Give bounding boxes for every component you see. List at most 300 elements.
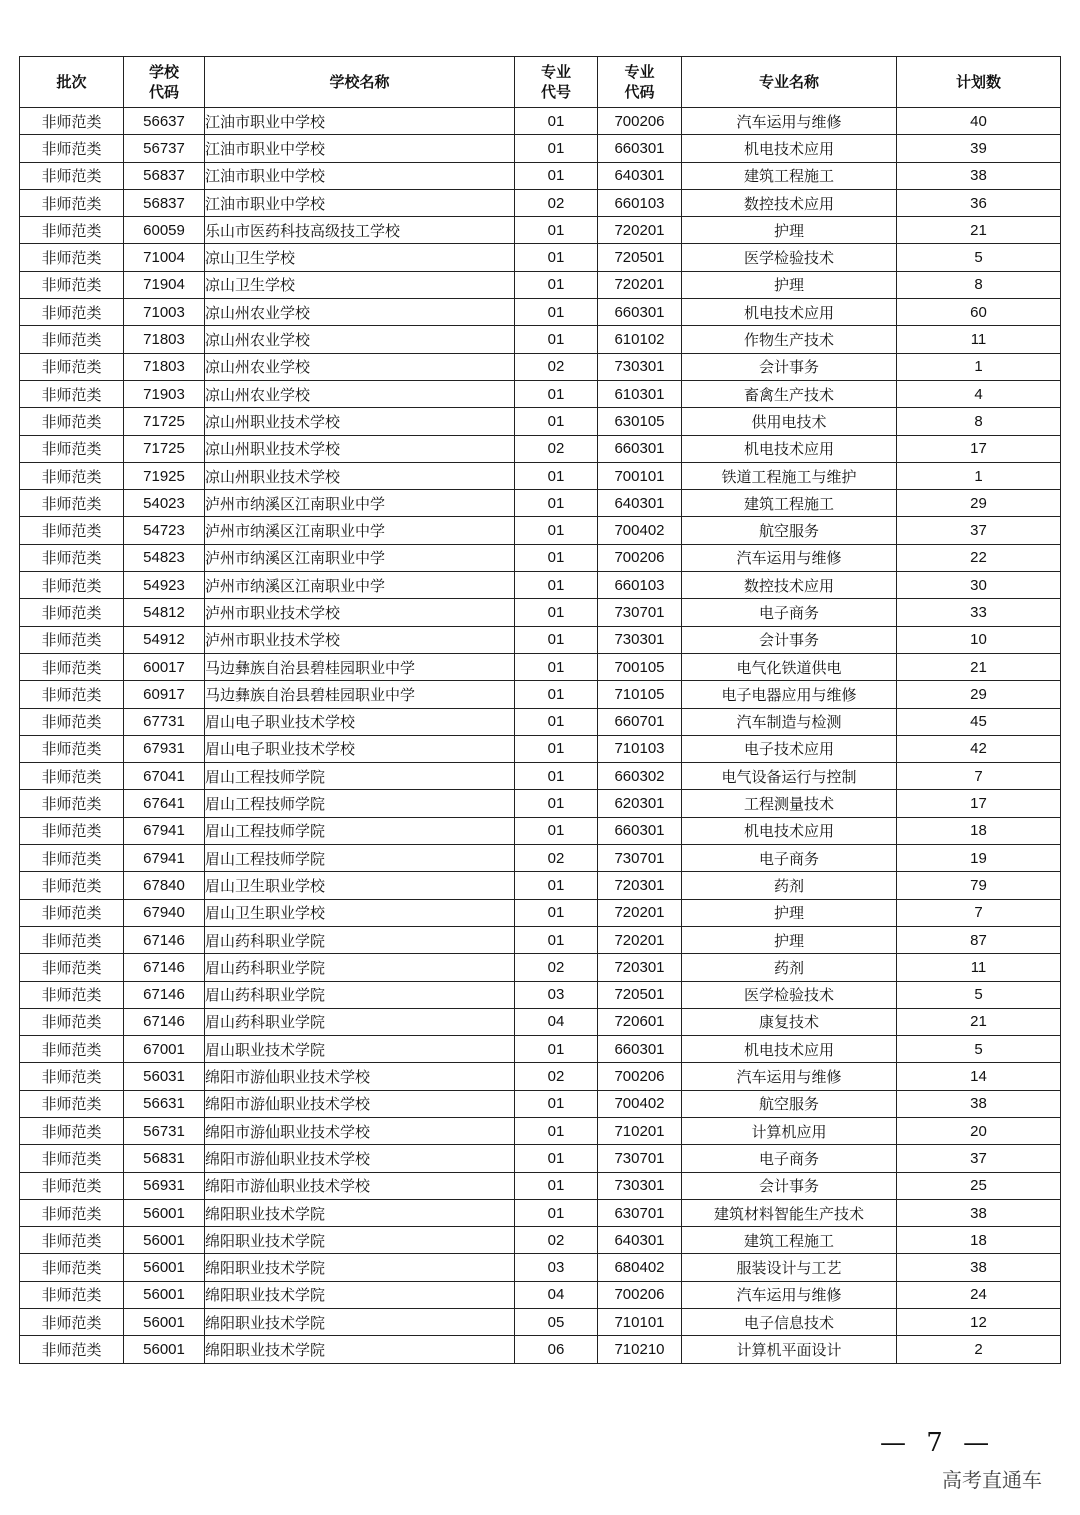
major-code-cell: 660302 <box>598 763 682 790</box>
major-code-cell: 730301 <box>598 1172 682 1199</box>
school-code-cell: 71003 <box>124 299 205 326</box>
table-row <box>20 626 1061 653</box>
school-code-cell: 54923 <box>124 572 205 599</box>
batch-cell: 非师范类 <box>20 244 124 271</box>
plan-count-cell: 1 <box>897 462 1061 489</box>
table-row <box>20 326 1061 353</box>
school-code-cell: 67840 <box>124 872 205 899</box>
major-no-cell: 01 <box>515 817 598 844</box>
school-name-cell: 江油市职业中学校 <box>205 162 515 189</box>
plan-count-cell: 37 <box>897 1145 1061 1172</box>
plan-count-cell: 5 <box>897 1036 1061 1063</box>
batch-cell: 非师范类 <box>20 462 124 489</box>
plan-count-cell: 36 <box>897 189 1061 216</box>
major-no-cell: 01 <box>515 162 598 189</box>
major-no-cell: 04 <box>515 1008 598 1035</box>
school-name-cell: 凉山州职业技术学校 <box>205 435 515 462</box>
batch-cell: 非师范类 <box>20 1336 124 1363</box>
major-code-cell: 700101 <box>598 462 682 489</box>
school-code-cell: 60017 <box>124 653 205 680</box>
major-name-cell: 医学检验技术 <box>682 981 897 1008</box>
batch-cell: 非师范类 <box>20 1281 124 1308</box>
table-row <box>20 572 1061 599</box>
major-no-cell: 01 <box>515 708 598 735</box>
school-code-cell: 56631 <box>124 1090 205 1117</box>
batch-cell: 非师范类 <box>20 1036 124 1063</box>
major-name-cell: 航空服务 <box>682 517 897 544</box>
school-name-cell: 绵阳市游仙职业技术学校 <box>205 1117 515 1144</box>
major-code-cell: 660301 <box>598 1036 682 1063</box>
plan-count-cell: 11 <box>897 326 1061 353</box>
school-name-cell: 江油市职业中学校 <box>205 135 515 162</box>
batch-cell: 非师范类 <box>20 926 124 953</box>
major-name-cell: 电子商务 <box>682 599 897 626</box>
plan-count-cell: 17 <box>897 790 1061 817</box>
plan-count-cell: 37 <box>897 517 1061 544</box>
school-name-cell: 泸州市职业技术学校 <box>205 626 515 653</box>
major-no-cell: 01 <box>515 1199 598 1226</box>
school-name-cell: 江油市职业中学校 <box>205 189 515 216</box>
watermark-text: 高考直通车 <box>942 1468 1042 1492</box>
major-name-cell: 护理 <box>682 926 897 953</box>
major-no-cell: 02 <box>515 954 598 981</box>
batch-cell: 非师范类 <box>20 408 124 435</box>
major-code-cell: 660301 <box>598 435 682 462</box>
table-row <box>20 1145 1061 1172</box>
table-row <box>20 926 1061 953</box>
table-row <box>20 380 1061 407</box>
major-code-cell: 720201 <box>598 271 682 298</box>
school-name-cell: 绵阳市游仙职业技术学校 <box>205 1090 515 1117</box>
school-code-cell: 67641 <box>124 790 205 817</box>
school-code-cell: 67931 <box>124 735 205 762</box>
major-name-cell: 建筑材料智能生产技术 <box>682 1199 897 1226</box>
major-name-cell: 电子商务 <box>682 845 897 872</box>
school-name-cell: 马边彝族自治县碧桂园职业中学 <box>205 653 515 680</box>
plan-count-cell: 7 <box>897 763 1061 790</box>
school-name-cell: 凉山卫生学校 <box>205 244 515 271</box>
major-no-cell: 01 <box>515 517 598 544</box>
plan-count-cell: 8 <box>897 271 1061 298</box>
major-no-cell: 01 <box>515 1090 598 1117</box>
major-name-cell: 建筑工程施工 <box>682 162 897 189</box>
major-no-cell: 01 <box>515 763 598 790</box>
school-name-cell: 眉山药科职业学院 <box>205 1008 515 1035</box>
table-row <box>20 735 1061 762</box>
school-code-cell: 71903 <box>124 380 205 407</box>
school-code-cell: 67146 <box>124 981 205 1008</box>
school-code-cell: 60059 <box>124 217 205 244</box>
major-name-cell: 工程测量技术 <box>682 790 897 817</box>
table-row <box>20 981 1061 1008</box>
school-name-cell: 眉山药科职业学院 <box>205 926 515 953</box>
major-name-cell: 汽车运用与维修 <box>682 108 897 135</box>
header-major-code-line2: 代码 <box>624 83 655 101</box>
major-code-cell: 730301 <box>598 626 682 653</box>
table-row <box>20 845 1061 872</box>
major-code-cell: 700206 <box>598 1063 682 1090</box>
plan-count-cell: 25 <box>897 1172 1061 1199</box>
batch-cell: 非师范类 <box>20 435 124 462</box>
major-code-cell: 730301 <box>598 353 682 380</box>
major-name-cell: 铁道工程施工与维护 <box>682 462 897 489</box>
school-code-cell: 56737 <box>124 135 205 162</box>
batch-cell: 非师范类 <box>20 626 124 653</box>
plan-count-cell: 14 <box>897 1063 1061 1090</box>
school-name-cell: 眉山工程技师学院 <box>205 845 515 872</box>
school-name-cell: 凉山州农业学校 <box>205 353 515 380</box>
batch-cell: 非师范类 <box>20 544 124 571</box>
page-number: — 7 — <box>880 1428 996 1458</box>
school-code-cell: 56731 <box>124 1117 205 1144</box>
table-row <box>20 490 1061 517</box>
school-code-cell: 56031 <box>124 1063 205 1090</box>
school-name-cell: 凉山州农业学校 <box>205 299 515 326</box>
table-row <box>20 544 1061 571</box>
major-no-cell: 01 <box>515 408 598 435</box>
plan-count-cell: 19 <box>897 845 1061 872</box>
plan-count-cell: 38 <box>897 1199 1061 1226</box>
major-code-cell: 640301 <box>598 1227 682 1254</box>
major-name-cell: 会计事务 <box>682 353 897 380</box>
major-no-cell: 01 <box>515 462 598 489</box>
school-name-cell: 眉山工程技师学院 <box>205 763 515 790</box>
batch-cell: 非师范类 <box>20 735 124 762</box>
plan-count-cell: 29 <box>897 681 1061 708</box>
major-no-cell: 06 <box>515 1336 598 1363</box>
major-code-cell: 660701 <box>598 708 682 735</box>
header-major-code-line1: 专业 <box>624 63 655 81</box>
batch-cell: 非师范类 <box>20 1145 124 1172</box>
table-row <box>20 1227 1061 1254</box>
table-row <box>20 462 1061 489</box>
school-name-cell: 眉山职业技术学院 <box>205 1036 515 1063</box>
header-plan-count: 计划数 <box>897 57 1061 108</box>
major-name-cell: 护理 <box>682 217 897 244</box>
batch-cell: 非师范类 <box>20 708 124 735</box>
batch-cell: 非师范类 <box>20 899 124 926</box>
school-name-cell: 绵阳职业技术学院 <box>205 1199 515 1226</box>
major-no-cell: 02 <box>515 845 598 872</box>
table-row <box>20 1090 1061 1117</box>
major-no-cell: 01 <box>515 1172 598 1199</box>
plan-count-cell: 29 <box>897 490 1061 517</box>
batch-cell: 非师范类 <box>20 572 124 599</box>
school-code-cell: 56837 <box>124 189 205 216</box>
major-code-cell: 660301 <box>598 817 682 844</box>
major-name-cell: 汽车制造与检测 <box>682 708 897 735</box>
table-row <box>20 1117 1061 1144</box>
major-no-cell: 01 <box>515 681 598 708</box>
major-name-cell: 汽车运用与维修 <box>682 544 897 571</box>
school-name-cell: 凉山州农业学校 <box>205 380 515 407</box>
plan-count-cell: 10 <box>897 626 1061 653</box>
school-name-cell: 泸州市纳溪区江南职业中学 <box>205 490 515 517</box>
school-name-cell: 眉山药科职业学院 <box>205 981 515 1008</box>
major-name-cell: 电气化铁道供电 <box>682 653 897 680</box>
school-code-cell: 56001 <box>124 1336 205 1363</box>
header-major-code <box>598 57 682 108</box>
major-name-cell: 电子电器应用与维修 <box>682 681 897 708</box>
batch-cell: 非师范类 <box>20 517 124 544</box>
batch-cell: 非师范类 <box>20 217 124 244</box>
major-code-cell: 700206 <box>598 1281 682 1308</box>
major-no-cell: 01 <box>515 599 598 626</box>
major-code-cell: 710201 <box>598 1117 682 1144</box>
major-code-cell: 730701 <box>598 845 682 872</box>
table-row <box>20 217 1061 244</box>
major-name-cell: 建筑工程施工 <box>682 1227 897 1254</box>
major-no-cell: 01 <box>515 899 598 926</box>
table-row <box>20 408 1061 435</box>
school-name-cell: 凉山州农业学校 <box>205 326 515 353</box>
major-name-cell: 汽车运用与维修 <box>682 1063 897 1090</box>
major-code-cell: 660301 <box>598 135 682 162</box>
batch-cell: 非师范类 <box>20 271 124 298</box>
major-name-cell: 电气设备运行与控制 <box>682 763 897 790</box>
plan-count-cell: 4 <box>897 380 1061 407</box>
major-code-cell: 710103 <box>598 735 682 762</box>
table-row <box>20 1336 1061 1363</box>
major-code-cell: 720201 <box>598 926 682 953</box>
major-no-cell: 03 <box>515 1254 598 1281</box>
major-code-cell: 660103 <box>598 572 682 599</box>
batch-cell: 非师范类 <box>20 162 124 189</box>
batch-cell: 非师范类 <box>20 135 124 162</box>
plan-count-cell: 38 <box>897 162 1061 189</box>
major-name-cell: 电子信息技术 <box>682 1309 897 1336</box>
plan-count-cell: 22 <box>897 544 1061 571</box>
batch-cell: 非师范类 <box>20 790 124 817</box>
school-code-cell: 71925 <box>124 462 205 489</box>
table-row <box>20 1281 1061 1308</box>
batch-cell: 非师范类 <box>20 817 124 844</box>
school-code-cell: 71004 <box>124 244 205 271</box>
school-code-cell: 71803 <box>124 326 205 353</box>
major-name-cell: 数控技术应用 <box>682 572 897 599</box>
batch-cell: 非师范类 <box>20 845 124 872</box>
header-major-no-line2: 代号 <box>540 83 571 101</box>
major-no-cell: 03 <box>515 981 598 1008</box>
school-name-cell: 泸州市纳溪区江南职业中学 <box>205 572 515 599</box>
major-code-cell: 720601 <box>598 1008 682 1035</box>
table-row <box>20 1199 1061 1226</box>
plan-count-cell: 42 <box>897 735 1061 762</box>
school-name-cell: 绵阳市游仙职业技术学校 <box>205 1172 515 1199</box>
school-code-cell: 54723 <box>124 517 205 544</box>
table-row <box>20 763 1061 790</box>
school-code-cell: 56837 <box>124 162 205 189</box>
batch-cell: 非师范类 <box>20 872 124 899</box>
major-no-cell: 01 <box>515 217 598 244</box>
major-no-cell: 02 <box>515 189 598 216</box>
school-code-cell: 67940 <box>124 899 205 926</box>
school-name-cell: 泸州市职业技术学校 <box>205 599 515 626</box>
school-name-cell: 眉山药科职业学院 <box>205 954 515 981</box>
major-no-cell: 01 <box>515 626 598 653</box>
table-row <box>20 353 1061 380</box>
plan-count-cell: 45 <box>897 708 1061 735</box>
major-name-cell: 会计事务 <box>682 1172 897 1199</box>
school-code-cell: 71725 <box>124 435 205 462</box>
major-no-cell: 01 <box>515 926 598 953</box>
major-no-cell: 01 <box>515 326 598 353</box>
major-no-cell: 01 <box>515 380 598 407</box>
table-row <box>20 244 1061 271</box>
table-row <box>20 1172 1061 1199</box>
school-name-cell: 凉山州职业技术学校 <box>205 408 515 435</box>
school-code-cell: 71725 <box>124 408 205 435</box>
table-row <box>20 872 1061 899</box>
table-row <box>20 1036 1061 1063</box>
table-row <box>20 599 1061 626</box>
table-row <box>20 1008 1061 1035</box>
batch-cell: 非师范类 <box>20 189 124 216</box>
header-major-no <box>515 57 598 108</box>
major-no-cell: 01 <box>515 735 598 762</box>
school-code-cell: 54823 <box>124 544 205 571</box>
major-code-cell: 730701 <box>598 599 682 626</box>
table-header-row <box>20 57 1061 108</box>
major-no-cell: 02 <box>515 1227 598 1254</box>
batch-cell: 非师范类 <box>20 1172 124 1199</box>
table-row <box>20 1309 1061 1336</box>
table-row <box>20 271 1061 298</box>
major-code-cell: 700402 <box>598 517 682 544</box>
table-row <box>20 189 1061 216</box>
school-name-cell: 眉山电子职业技术学校 <box>205 708 515 735</box>
major-no-cell: 02 <box>515 1063 598 1090</box>
table-row <box>20 1254 1061 1281</box>
major-code-cell: 680402 <box>598 1254 682 1281</box>
plan-count-cell: 11 <box>897 954 1061 981</box>
table-row <box>20 299 1061 326</box>
major-code-cell: 630701 <box>598 1199 682 1226</box>
batch-cell: 非师范类 <box>20 490 124 517</box>
batch-cell: 非师范类 <box>20 1008 124 1035</box>
header-major-no-line1: 专业 <box>540 63 571 81</box>
table-row <box>20 817 1061 844</box>
major-name-cell: 作物生产技术 <box>682 326 897 353</box>
table-row <box>20 899 1061 926</box>
school-code-cell: 56831 <box>124 1145 205 1172</box>
school-code-cell: 56001 <box>124 1227 205 1254</box>
header-school-name: 学校名称 <box>205 57 515 108</box>
table-row <box>20 954 1061 981</box>
major-no-cell: 01 <box>515 544 598 571</box>
plan-count-cell: 17 <box>897 435 1061 462</box>
major-code-cell: 620301 <box>598 790 682 817</box>
school-code-cell: 67146 <box>124 1008 205 1035</box>
school-code-cell: 67001 <box>124 1036 205 1063</box>
school-code-cell: 71904 <box>124 271 205 298</box>
major-name-cell: 数控技术应用 <box>682 189 897 216</box>
plan-count-cell: 2 <box>897 1336 1061 1363</box>
header-school-code-line2: 代码 <box>148 83 179 101</box>
major-code-cell: 610301 <box>598 380 682 407</box>
school-code-cell: 67041 <box>124 763 205 790</box>
plan-count-cell: 39 <box>897 135 1061 162</box>
batch-cell: 非师范类 <box>20 981 124 1008</box>
school-code-cell: 67941 <box>124 817 205 844</box>
school-code-cell: 67941 <box>124 845 205 872</box>
major-code-cell: 700105 <box>598 653 682 680</box>
major-name-cell: 建筑工程施工 <box>682 490 897 517</box>
school-code-cell: 56001 <box>124 1281 205 1308</box>
school-code-cell: 56001 <box>124 1199 205 1226</box>
batch-cell: 非师范类 <box>20 1199 124 1226</box>
major-no-cell: 01 <box>515 1117 598 1144</box>
school-name-cell: 马边彝族自治县碧桂园职业中学 <box>205 681 515 708</box>
school-name-cell: 眉山工程技师学院 <box>205 790 515 817</box>
batch-cell: 非师范类 <box>20 1117 124 1144</box>
major-name-cell: 医学检验技术 <box>682 244 897 271</box>
major-code-cell: 720201 <box>598 899 682 926</box>
major-name-cell: 电子技术应用 <box>682 735 897 762</box>
major-name-cell: 机电技术应用 <box>682 1036 897 1063</box>
school-name-cell: 乐山市医药科技高级技工学校 <box>205 217 515 244</box>
batch-cell: 非师范类 <box>20 299 124 326</box>
major-code-cell: 640301 <box>598 490 682 517</box>
school-name-cell: 凉山卫生学校 <box>205 271 515 298</box>
school-name-cell: 绵阳职业技术学院 <box>205 1254 515 1281</box>
school-code-cell: 56001 <box>124 1254 205 1281</box>
major-name-cell: 机电技术应用 <box>682 299 897 326</box>
school-name-cell: 绵阳职业技术学院 <box>205 1227 515 1254</box>
plan-count-cell: 5 <box>897 244 1061 271</box>
batch-cell: 非师范类 <box>20 763 124 790</box>
plan-count-cell: 7 <box>897 899 1061 926</box>
plan-count-cell: 18 <box>897 1227 1061 1254</box>
major-name-cell: 计算机应用 <box>682 1117 897 1144</box>
plan-count-cell: 20 <box>897 1117 1061 1144</box>
batch-cell: 非师范类 <box>20 599 124 626</box>
batch-cell: 非师范类 <box>20 653 124 680</box>
school-code-cell: 67146 <box>124 954 205 981</box>
plan-count-cell: 87 <box>897 926 1061 953</box>
plan-count-cell: 24 <box>897 1281 1061 1308</box>
enrollment-plan-table <box>19 56 1061 1364</box>
major-code-cell: 720201 <box>598 217 682 244</box>
school-name-cell: 绵阳市游仙职业技术学校 <box>205 1063 515 1090</box>
table-row <box>20 517 1061 544</box>
major-name-cell: 康复技术 <box>682 1008 897 1035</box>
table-row <box>20 162 1061 189</box>
school-name-cell: 绵阳市游仙职业技术学校 <box>205 1145 515 1172</box>
major-code-cell: 710105 <box>598 681 682 708</box>
table-row <box>20 135 1061 162</box>
major-no-cell: 01 <box>515 653 598 680</box>
major-no-cell: 01 <box>515 1036 598 1063</box>
major-name-cell: 航空服务 <box>682 1090 897 1117</box>
major-no-cell: 01 <box>515 271 598 298</box>
header-school-code-line1: 学校 <box>148 63 179 81</box>
major-code-cell: 730701 <box>598 1145 682 1172</box>
major-no-cell: 01 <box>515 572 598 599</box>
plan-count-cell: 1 <box>897 353 1061 380</box>
plan-count-cell: 60 <box>897 299 1061 326</box>
major-name-cell: 畜禽生产技术 <box>682 380 897 407</box>
school-code-cell: 56931 <box>124 1172 205 1199</box>
major-code-cell: 720301 <box>598 872 682 899</box>
major-no-cell: 01 <box>515 108 598 135</box>
plan-count-cell: 38 <box>897 1090 1061 1117</box>
major-code-cell: 710101 <box>598 1309 682 1336</box>
table-row <box>20 653 1061 680</box>
batch-cell: 非师范类 <box>20 1254 124 1281</box>
table-row <box>20 681 1061 708</box>
school-name-cell: 眉山工程技师学院 <box>205 817 515 844</box>
